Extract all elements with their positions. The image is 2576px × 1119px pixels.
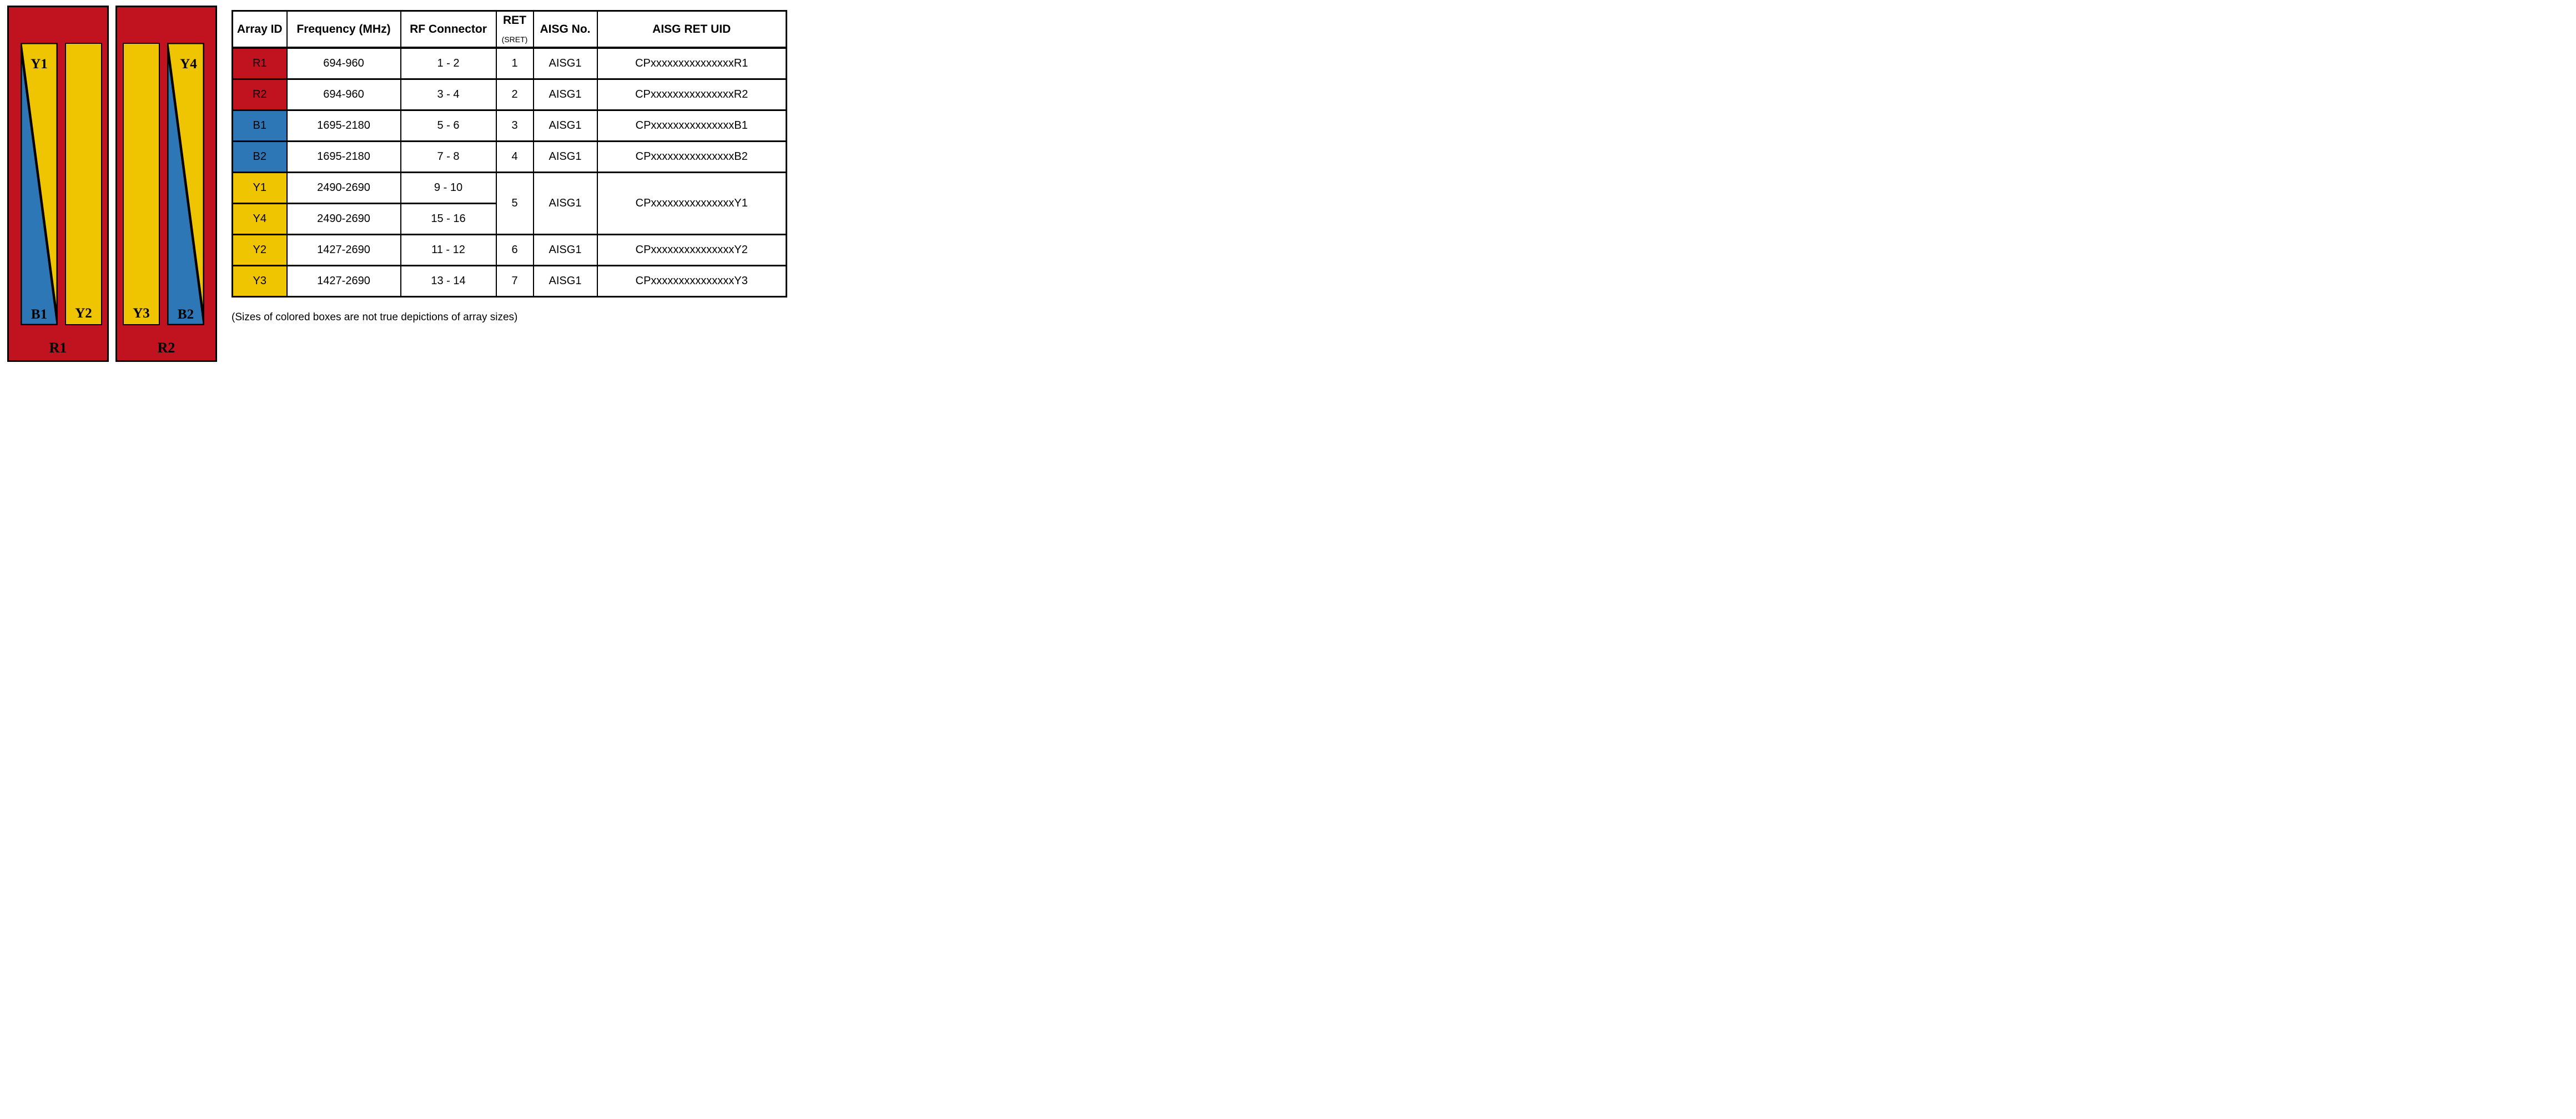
array-label-y3: Y3 bbox=[133, 306, 150, 321]
array-id-cell: B1 bbox=[233, 110, 287, 141]
rf-connector-cell: 3 - 4 bbox=[401, 79, 496, 110]
frequency-cell: 1695-2180 bbox=[287, 141, 401, 172]
table-row-y3 bbox=[233, 265, 787, 296]
aisg-no-cell: AISG1 bbox=[534, 110, 597, 141]
aisg-no-cell: AISG1 bbox=[534, 141, 597, 172]
array-id-cell: Y1 bbox=[233, 172, 287, 203]
array-column-y4-b2 bbox=[167, 43, 204, 325]
rf-connector-cell: 7 - 8 bbox=[401, 141, 496, 172]
split-array-shape bbox=[21, 43, 58, 325]
array-id-cell: R1 bbox=[233, 48, 287, 79]
array-label-b2: B2 bbox=[177, 307, 194, 322]
array-id-cell: Y2 bbox=[233, 234, 287, 265]
antenna-panel-r1 bbox=[7, 6, 109, 362]
array-id-cell: B2 bbox=[233, 141, 287, 172]
col-header-array-id: Array ID bbox=[233, 11, 287, 48]
table-row-b1 bbox=[233, 110, 787, 141]
aisg-ret-uid-cell: CPxxxxxxxxxxxxxxxY2 bbox=[597, 234, 787, 265]
frequency-cell: 694-960 bbox=[287, 79, 401, 110]
aisg-no-cell-merged: AISG1 bbox=[534, 172, 597, 234]
split-array-shape bbox=[167, 43, 204, 325]
ret-cell: 1 bbox=[496, 48, 534, 79]
table-row-y2 bbox=[233, 234, 787, 265]
table-row-r1 bbox=[233, 48, 787, 79]
aisg-ret-uid-cell: CPxxxxxxxxxxxxxxxY3 bbox=[597, 265, 787, 296]
aisg-no-cell: AISG1 bbox=[534, 234, 597, 265]
rf-connector-cell: 9 - 10 bbox=[401, 172, 496, 203]
aisg-no-cell: AISG1 bbox=[534, 265, 597, 296]
rf-connector-cell: 11 - 12 bbox=[401, 234, 496, 265]
array-column-y2 bbox=[65, 43, 102, 325]
ret-header-main: RET bbox=[503, 14, 526, 27]
array-column-y1-b1 bbox=[21, 43, 58, 325]
table-row-b2 bbox=[233, 141, 787, 172]
panel-label-r2: R2 bbox=[157, 340, 175, 356]
aisg-ret-uid-cell: CPxxxxxxxxxxxxxxxR2 bbox=[597, 79, 787, 110]
aisg-ret-uid-cell: CPxxxxxxxxxxxxxxxR1 bbox=[597, 48, 787, 79]
frequency-cell: 1427-2690 bbox=[287, 234, 401, 265]
table-row-r2 bbox=[233, 79, 787, 110]
array-column-y3 bbox=[123, 43, 160, 325]
rf-connector-cell: 13 - 14 bbox=[401, 265, 496, 296]
antenna-panel-r2 bbox=[115, 6, 217, 362]
array-id-cell: Y3 bbox=[233, 265, 287, 296]
array-label-y1: Y1 bbox=[31, 57, 48, 72]
frequency-cell: 1427-2690 bbox=[287, 265, 401, 296]
ret-header-sub: (SRET) bbox=[501, 35, 528, 44]
ret-cell: 4 bbox=[496, 141, 534, 172]
array-label-b1: B1 bbox=[31, 307, 48, 322]
antenna-spec-figure bbox=[0, 0, 859, 373]
header-row bbox=[233, 11, 787, 48]
aisg-no-cell: AISG1 bbox=[534, 48, 597, 79]
ret-cell: 2 bbox=[496, 79, 534, 110]
col-header-ret bbox=[496, 11, 534, 48]
frequency-cell: 694-960 bbox=[287, 48, 401, 79]
rf-connector-cell: 5 - 6 bbox=[401, 110, 496, 141]
array-id-cell: R2 bbox=[233, 79, 287, 110]
rf-connector-cell: 15 - 16 bbox=[401, 203, 496, 234]
ret-cell: 3 bbox=[496, 110, 534, 141]
array-id-cell: Y4 bbox=[233, 203, 287, 234]
aisg-ret-uid-cell: CPxxxxxxxxxxxxxxxB2 bbox=[597, 141, 787, 172]
aisg-ret-uid-cell: CPxxxxxxxxxxxxxxxB1 bbox=[597, 110, 787, 141]
aisg-no-cell: AISG1 bbox=[534, 79, 597, 110]
aisg-ret-uid-cell-merged: CPxxxxxxxxxxxxxxxY1 bbox=[597, 172, 787, 234]
frequency-cell: 2490-2690 bbox=[287, 203, 401, 234]
col-header-rf-connector: RF Connector bbox=[401, 11, 496, 48]
col-header-aisg-no: AISG No. bbox=[534, 11, 597, 48]
ret-cell-merged: 5 bbox=[496, 172, 534, 234]
array-label-y2: Y2 bbox=[75, 306, 92, 321]
frequency-cell: 1695-2180 bbox=[287, 110, 401, 141]
panel-label-r1: R1 bbox=[49, 340, 67, 356]
table-row-y1 bbox=[233, 172, 787, 203]
col-header-frequency: Frequency (MHz) bbox=[287, 11, 401, 48]
spec-table bbox=[232, 10, 787, 298]
rf-connector-cell: 1 - 2 bbox=[401, 48, 496, 79]
col-header-aisg-ret-uid: AISG RET UID bbox=[597, 11, 787, 48]
ret-cell: 7 bbox=[496, 265, 534, 296]
ret-cell: 6 bbox=[496, 234, 534, 265]
frequency-cell: 2490-2690 bbox=[287, 172, 401, 203]
array-label-y4: Y4 bbox=[180, 57, 197, 72]
footnote: (Sizes of colored boxes are not true depictions of array sizes) bbox=[232, 311, 518, 323]
